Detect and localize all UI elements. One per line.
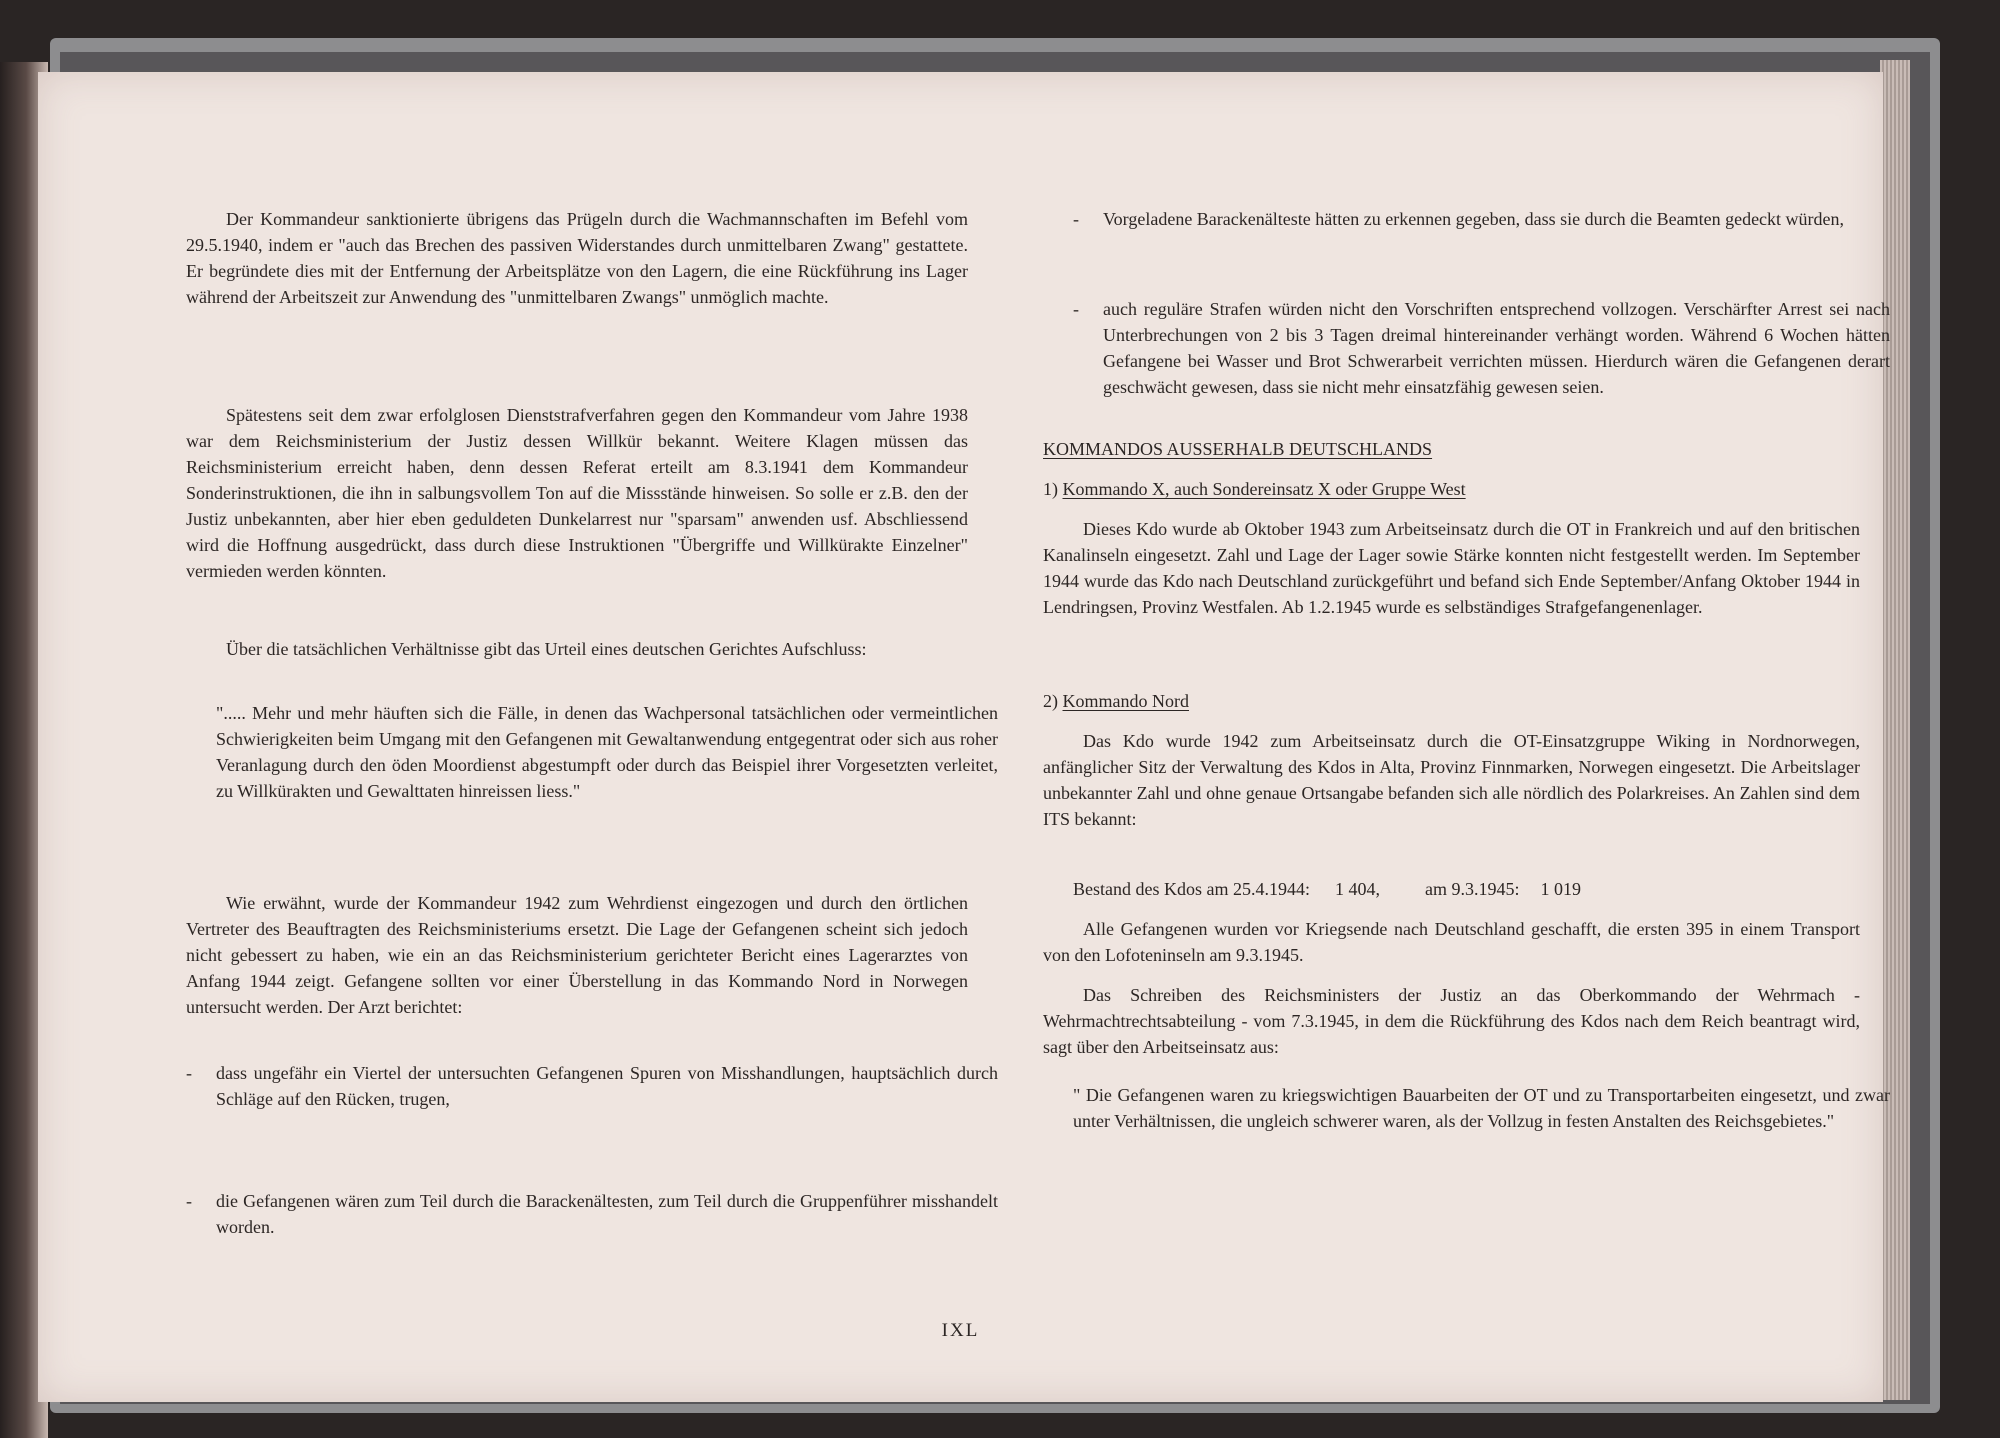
subsection-title: Kommando X, auch Sondereinsatz X oder Gruppe West bbox=[1062, 479, 1466, 499]
subsection-2-heading bbox=[1043, 688, 1860, 714]
section-heading: KOMMANDOS AUSSERHALB DEUTSCHLANDS bbox=[1043, 439, 1433, 459]
paragraph-dienststrafverfahren: Spätestens seit dem zwar erfolglosen Dienststrafverfahren gegen den Kommandeur vom Jahre 1938 war dem Reichsministerium der Justiz dessen Willkür bekannt. Weitere Klagen müssen das Reichsministerium erreicht haben, denn dessen Referat erteilt am 8.3.1941 dem Kommandeur Sonderinstruktionen, die ihn in salbungsvollem Ton auf die Missstände hinweisen. So solle er z.B. den der Justiz unbekannten, aber hier eben geduldeten Dunkelarrest nur "sparsam" anwenden usf. Abschliessend wird die Hoffnung ausgedrückt, dass durch diese Instruktionen "Übergriffe und Willkürakte Einzelner" vermieden werden könnten. bbox=[186, 405, 968, 581]
list-dash: - bbox=[186, 1063, 192, 1083]
list-item-text: auch reguläre Strafen würden nicht den Vorschriften entsprechend vollzogen. Verschärfter Arrest sei nach Unterbrechungen von 2 bis 3 Tagen dreimal hintereinander verhängt worden. Während 6 Wochen hätten Gefangene bei Wasser und Brot Schwerarbeit verrichten müssen. Hierdurch wären die Gefangenen derart geschwächt gewesen, dass sie nicht mehr einsatzfähig gewesen seien. bbox=[1103, 299, 1890, 397]
paragraph-pruegeln: Der Kommandeur sanktionierte übrigens das Prügeln durch die Wachmannschaften im Befehl vom 29.5.1940, indem er "auch das Brechen des passiven Widerstandes durch unmittelbaren Zwang" gestattete. Er begründete dies mit der Entfernung der Arbeitsplätze von den Lagern, die eine Rückführung ins Lager während der Arbeitszeit zur Anwendung des "unmittelbaren Zwangs" unmöglich machte. bbox=[186, 209, 968, 307]
list-item-text: die Gefangenen wären zum Teil durch die Barackenältesten, zum Teil durch die Gruppenführer misshandelt worden. bbox=[216, 1191, 998, 1237]
subsection-number: 2) bbox=[1043, 691, 1058, 711]
list-item bbox=[1073, 296, 1890, 400]
list-item bbox=[186, 1060, 998, 1112]
paragraph-urteil-intro: Über die tatsächlichen Verhältnisse gibt das Urteil eines deutschen Gerichtes Aufschluss: bbox=[226, 639, 867, 659]
bestand-row bbox=[1043, 876, 1890, 902]
list-item bbox=[186, 1188, 998, 1240]
paragraph-kommando-nord: Das Kdo wurde 1942 zum Arbeitseinsatz durch die OT-Einsatzgruppe Wiking in Nordnorwegen, anfänglicher Sitz der Verwaltung des Kdos in Alta, Provinz Finnmarken, Norwegen eingesetzt. Die Arbeitslager unbekannter Zahl und ohne genaue Ortsangabe befanden sich alle nördlich des Polarkreises. An Zahlen sind dem ITS bekannt: bbox=[1043, 731, 1860, 829]
book-page bbox=[38, 72, 1890, 1402]
page-number: IXL bbox=[941, 1320, 980, 1341]
bestand-value-1: 1 404, bbox=[1334, 879, 1380, 899]
right-column bbox=[1043, 72, 1890, 1131]
section-heading-row bbox=[1043, 436, 1860, 462]
paragraph-alle-gefangenen: Alle Gefangenen wurden vor Kriegsende nach Deutschland geschafft, die ersten 395 in einem Transport von den Lofoteninseln am 9.3.1945. bbox=[1043, 919, 1860, 965]
left-column bbox=[186, 72, 998, 1237]
ministry-quote: " Die Gefangenen waren zu kriegswichtigen Bauarbeiten der OT und zu Transportarbeiten eingesetzt, und zwar unter Verhältnissen, die ungleich schwerer waren, als der Vollzug in festen Anstalten des Reichsgebietes." bbox=[1073, 1085, 1890, 1131]
bestand-label: Bestand des Kdos am 25.4.1944: bbox=[1073, 879, 1310, 899]
paragraph-kommando-x: Dieses Kdo wurde ab Oktober 1943 zum Arbeitseinsatz durch die OT in Frankreich und auf den britischen Kanalinseln eingesetzt. Zahl und Lage der Lager sowie Stärke konnten nicht festgestellt werden. Im September 1944 wurde das Kdo nach Deutschland zurückgeführt und befand sich Ende September/Anfang Oktober 1944 in Lendringsen, Provinz Westfalen. Ab 1.2.1945 wurde es selbständiges Strafgefangenenlager. bbox=[1043, 519, 1860, 617]
list-dash: - bbox=[1073, 209, 1079, 229]
bestand-label-2: am 9.3.1945: bbox=[1424, 879, 1520, 899]
list-item bbox=[1073, 206, 1890, 232]
paragraph-schreiben: Das Schreiben des Reichsministers der Justiz an das Oberkommando der Wehrmach - Wehrmachtrechtsabteilung - vom 7.3.1945, in dem die Rückführung des Kdos nach dem Reich beantragt wird, sagt über den Arbeitseinsatz aus: bbox=[1043, 985, 1860, 1057]
list-item-text: dass ungefähr ein Viertel der untersuchten Gefangenen Spuren von Misshandlungen, hauptsächlich durch Schläge auf den Rücken, trugen, bbox=[216, 1063, 998, 1109]
subsection-title: Kommando Nord bbox=[1062, 691, 1189, 711]
list-dash: - bbox=[1073, 299, 1079, 319]
bestand-value-2: 1 019 bbox=[1540, 879, 1581, 899]
paragraph-wehrdienst: Wie erwähnt, wurde der Kommandeur 1942 zum Wehrdienst eingezogen und durch den örtlichen Vertreter des Beauftragten des Reichsministeriums ersetzt. Die Lage der Gefangenen scheint sich jedoch nicht gebessert zu haben, wie ein an das Reichsministerium gerichteter Bericht eines Lagerarztes von Anfang 1944 zeigt. Gefangene sollten vor einer Überstellung in das Kommando Nord in Norwegen untersucht werden. Der Arzt berichtet: bbox=[186, 893, 968, 1017]
subsection-number: 1) bbox=[1043, 479, 1058, 499]
page-edges bbox=[1880, 60, 1910, 1400]
list-dash: - bbox=[186, 1191, 192, 1211]
list-item-text: Vorgeladene Barackenälteste hätten zu erkennen gegeben, dass sie durch die Beamten gedeckt würden, bbox=[1103, 209, 1845, 229]
subsection-1-heading bbox=[1043, 476, 1860, 502]
court-quote: "..... Mehr und mehr häuften sich die Fälle, in denen das Wachpersonal tatsächlichen oder vermeintlichen Schwierigkeiten beim Umgang mit den Gefangenen mit Gewaltanwendung entgegentrat oder sich aus roher Veranlagung durch den öden Moordienst abgestumpft oder durch das Beispiel ihrer Vorgesetzten verleitet, zu Willkürakten und Gewalttaten hinreissen liess." bbox=[216, 703, 998, 801]
